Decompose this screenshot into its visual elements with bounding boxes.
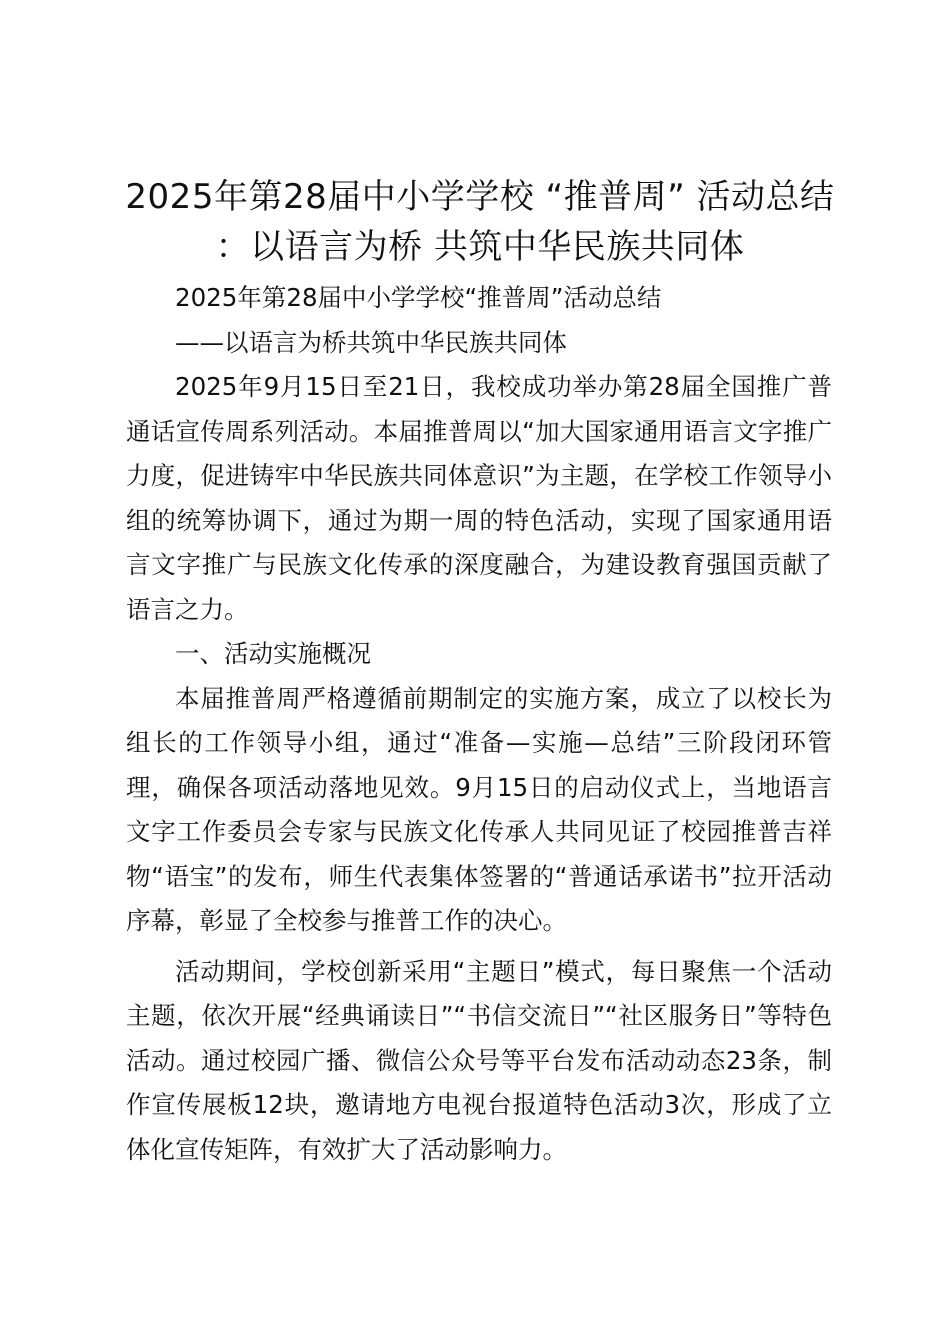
section-heading: 一、活动实施概况 bbox=[175, 639, 371, 668]
subtitle-dash-line: ——以语言为桥共筑中华民族共同体 bbox=[175, 327, 567, 357]
body-paragraph: 活动期间，学校创新采用“主题日”模式，每日聚焦一个活动主题，依次开展“经典诵读日”“书信交流日”“社区服务日”等特色活动。通过校园广播、微信公众号等平台发布活动动态23条，制作宣传展板12块，邀请地方电视台报道特色活动3次，形成了立体化宣传矩阵，有效扩大了活动影响力。 bbox=[126, 956, 832, 1164]
document-body bbox=[126, 276, 832, 1172]
document-title: 2025年第28届中小学学校 “推普周” 活动总结 ：以语言为桥 共筑中华民族共同体 bbox=[125, 177, 835, 267]
body-paragraph: 本届推普周严格遵循前期制定的实施方案，成立了以校长为组长的工作领导小组，通过“准备—实施—总结”三阶段闭环管理，确保各项活动落地见效。9月15日的启动仪式上，当地语言文字工作委员会专家与民族文化传承人共同见证了校园推普吉祥物“语宝”的发布，师生代表集体签署的“普通话承诺书”拉开活动序幕，彰显了全校参与推普工作的决心。 bbox=[126, 683, 832, 935]
subtitle-line: 2025年第28届中小学学校“推普周”活动总结 bbox=[175, 283, 662, 312]
intro-paragraph: 2025年9月15日至21日，我校成功举办第28届全国推广普通话宣传周系列活动。本届推普周以“加大国家通用语言文字推广力度，促进铸牢中华民族共同体意识”为主题，在学校工作领导小组的统筹协调下，通过为期一周的特色活动，实现了国家通用语言文字推广与民族文化传承的深度融合，为建设教育强国贡献了语言之力。 bbox=[126, 372, 832, 624]
